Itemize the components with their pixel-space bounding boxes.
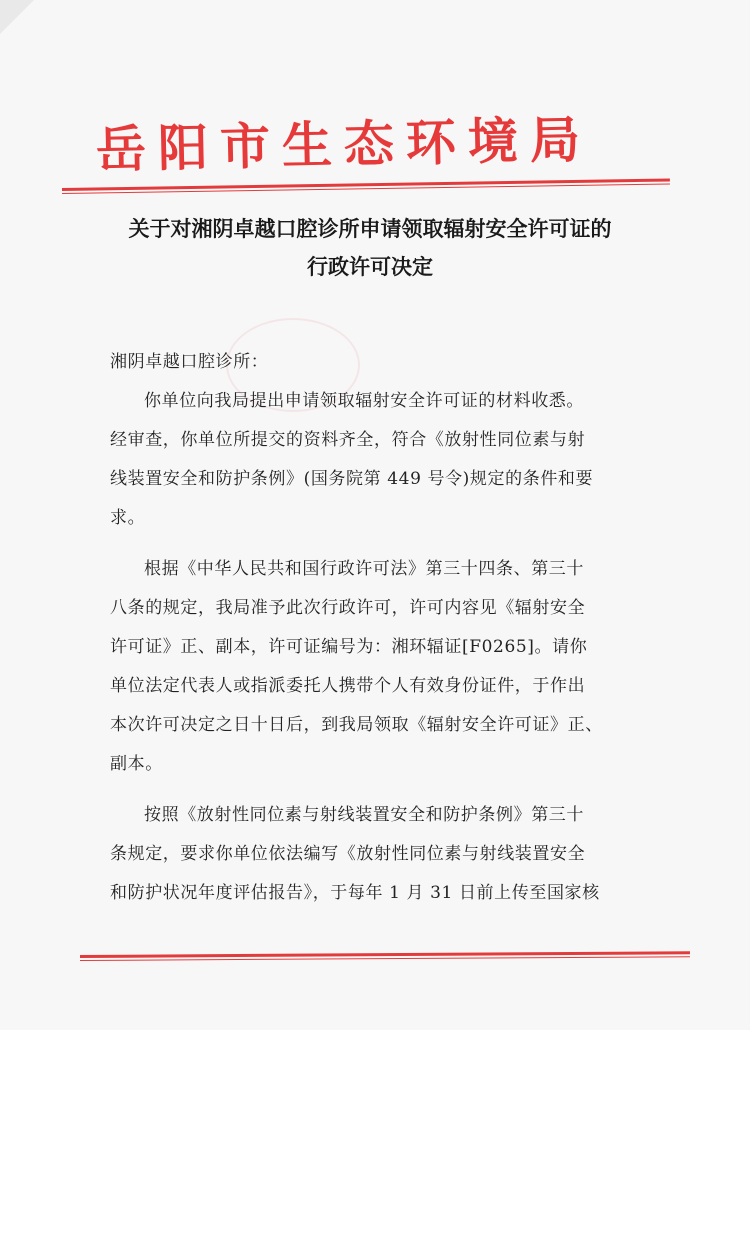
paragraph-2-line: 副本。 — [110, 754, 163, 774]
document-body — [110, 343, 650, 913]
paragraph-2-line: 根据《中华人民共和国行政许可法》第三十四条、第三十 — [144, 559, 584, 579]
letterhead-agency-name: 岳阳市生态环境局 — [95, 109, 593, 179]
document-title-line-2: 行政许可决定 — [307, 254, 433, 279]
document-title — [100, 210, 640, 286]
paragraph-3-line: 按照《放射性同位素与射线装置安全和防护条例》第三十 — [144, 805, 584, 825]
paragraph-2-line: 单位法定代表人或指派委托人携带个人有效身份证件，于作出 — [110, 676, 586, 696]
paragraph-1-line: 求。 — [110, 508, 146, 528]
folded-corner — [0, 0, 34, 34]
paragraph-1-line: 经审查，你单位所提交的资料齐全，符合《放射性同位素与射 — [110, 430, 586, 450]
paragraph-2-line: 本次许可决定之日十日后，到我局领取《辐射安全许可证》正、 — [110, 715, 603, 735]
footer-red-rule — [80, 951, 690, 961]
paragraph-3-line: 条规定，要求你单位依法编写《放射性同位素与射线装置安全 — [110, 844, 586, 864]
paragraph-2-line: 许可证》正、副本，许可证编号为：湘环辐证[F0265]。请你 — [110, 637, 588, 657]
paragraph-2-line: 八条的规定，我局准予此次行政许可，许可内容见《辐射安全 — [110, 598, 586, 618]
paragraph-1-line: 你单位向我局提出申请领取辐射安全许可证的材料收悉。 — [144, 391, 584, 411]
paragraph-3-line: 和防护状况年度评估报告》，于每年 1 月 31 日前上传至国家核 — [110, 883, 600, 903]
paragraph-1-line: 线装置安全和防护条例》(国务院第 449 号令)规定的条件和要 — [110, 469, 594, 489]
document-title-line-1: 关于对湘阴卓越口腔诊所申请领取辐射安全许可证的 — [128, 216, 612, 241]
salutation: 湘阴卓越口腔诊所： — [110, 352, 269, 372]
